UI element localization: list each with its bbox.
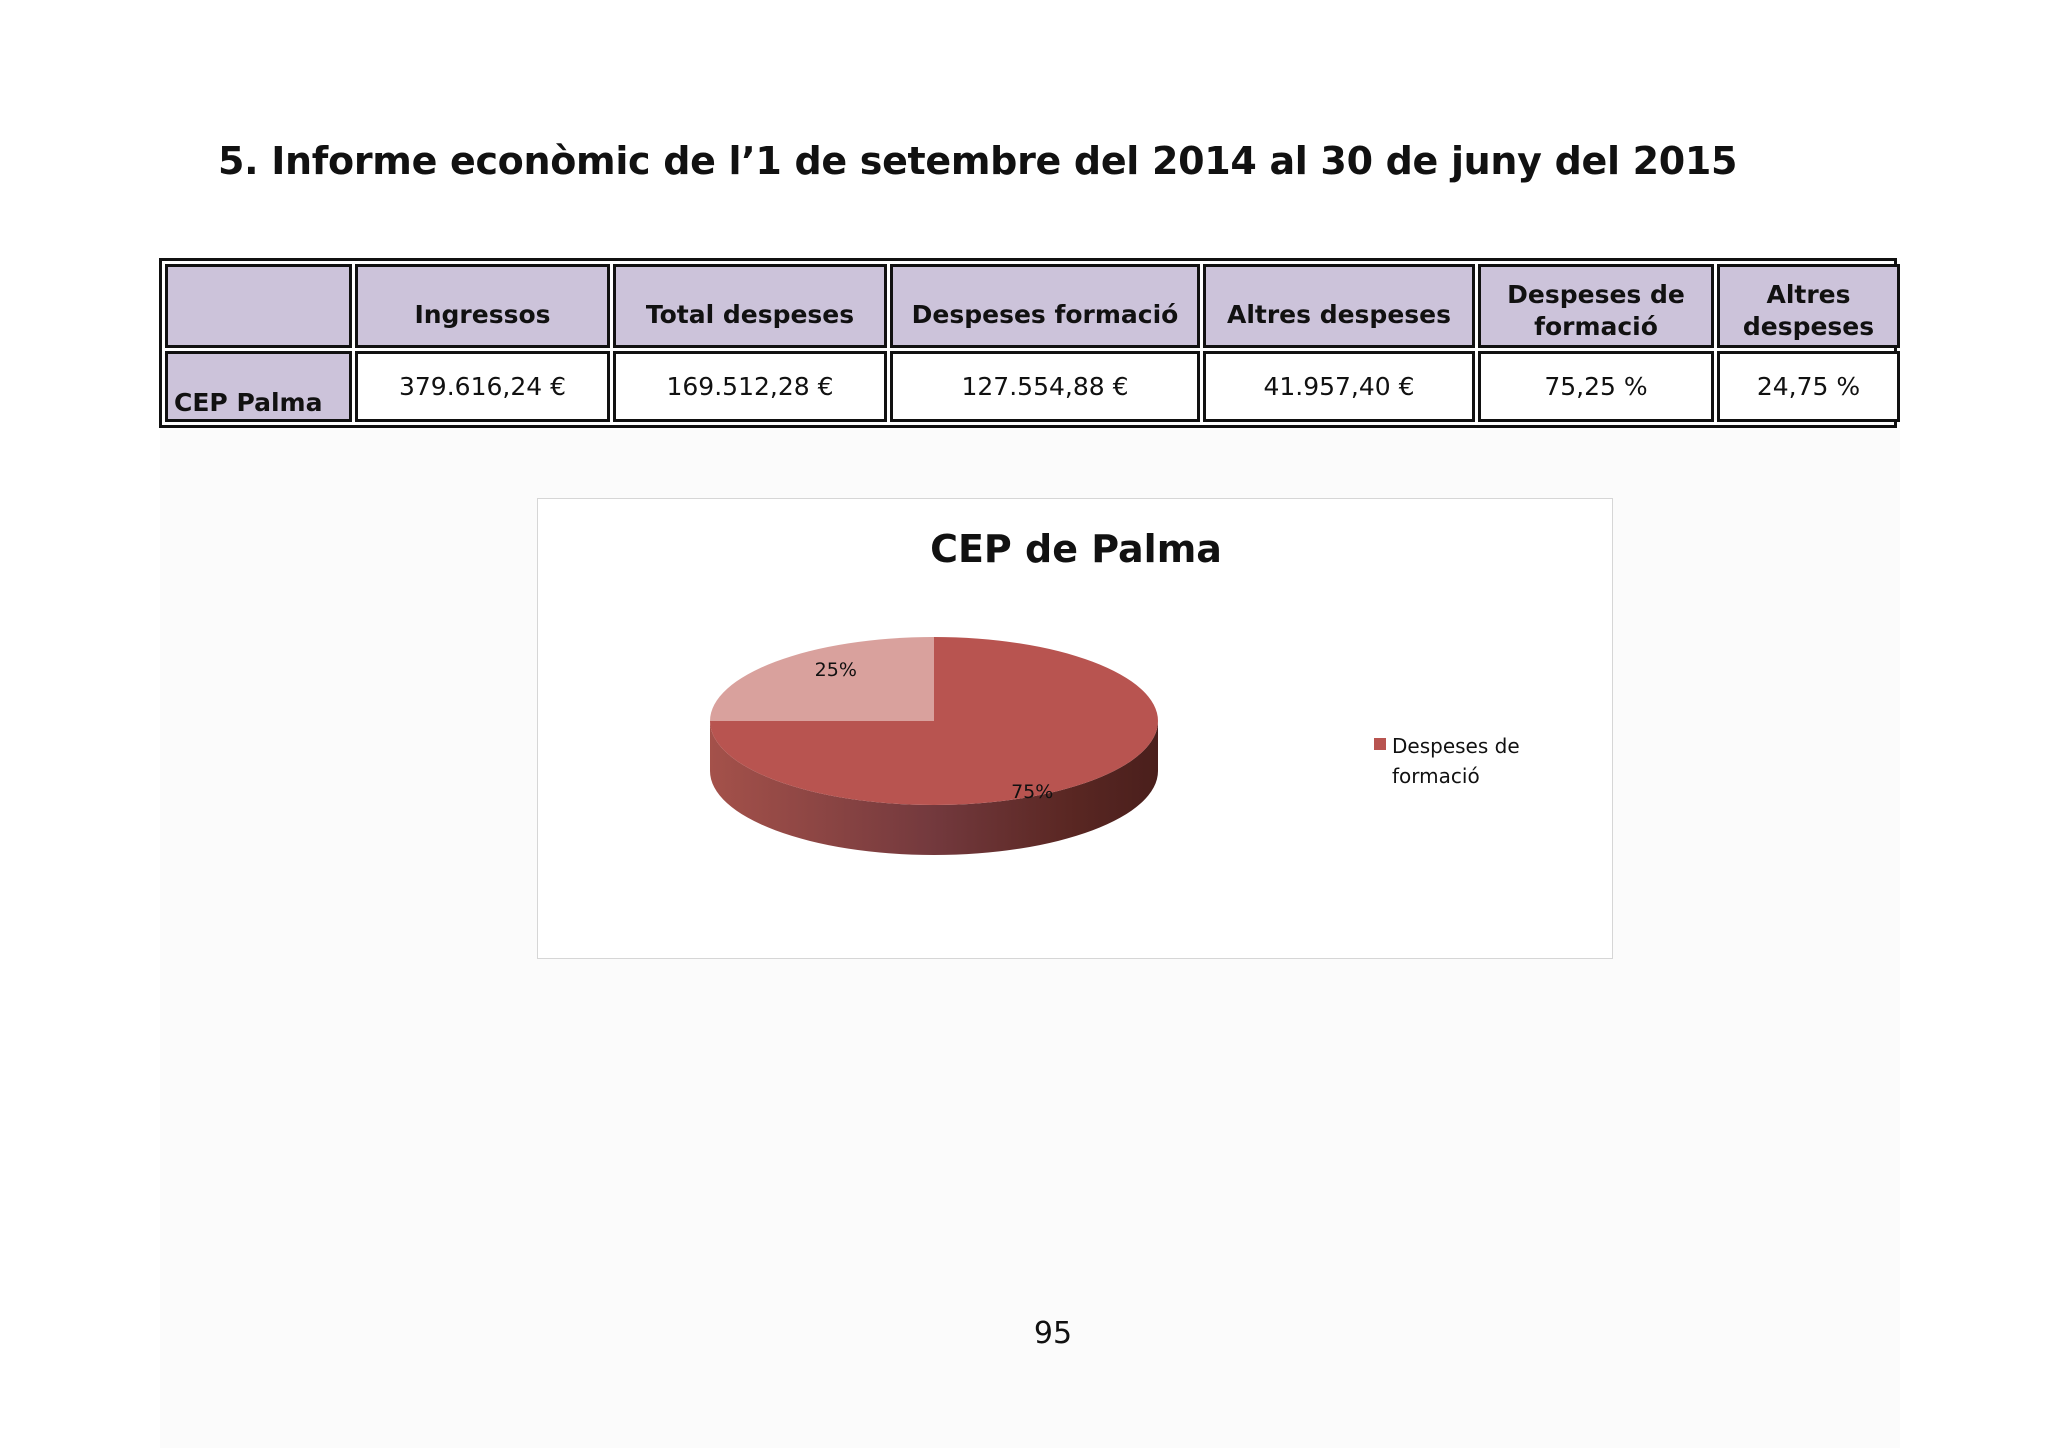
data-label-despeses-formacio: 75%: [1011, 780, 1054, 803]
table-header-row: [165, 264, 1900, 348]
table-header-ingressos: Ingressos: [355, 264, 610, 348]
table-cell-ingressos: 379.616,24 €: [355, 351, 610, 422]
table-cell-pct-despeses-formacio: 75,25 %: [1478, 351, 1714, 422]
summary-table-frame: [159, 258, 1897, 428]
pie-chart: [537, 498, 1613, 959]
table-row-label: CEP Palma: [165, 351, 352, 422]
data-label-altres-despeses: 25%: [814, 659, 857, 682]
table-header-pct-altres-despeses: Altres despeses: [1717, 264, 1900, 348]
table-cell-altres-despeses: 41.957,40 €: [1203, 351, 1475, 422]
summary-table: [162, 261, 1903, 425]
table-cell-pct-altres-despeses: 24,75 %: [1717, 351, 1900, 422]
table-cell-despeses-formacio: 127.554,88 €: [890, 351, 1200, 422]
page-number: 95: [1033, 1316, 1073, 1351]
legend-label: Despeses de formació: [1392, 734, 1520, 788]
table-header-altres-despeses: Altres despeses: [1203, 264, 1475, 348]
pie-chart-canvas: [538, 499, 1614, 960]
chart-title: CEP de Palma: [930, 527, 1222, 571]
legend-swatch: [1374, 738, 1386, 750]
table-header-despeses-formacio: Despeses formació: [890, 264, 1200, 348]
table-header-total-despeses: Total despeses: [613, 264, 887, 348]
section-heading: 5. Informe econòmic de l’1 de setembre del 2014 al 30 de juny del 2015: [218, 139, 1738, 183]
table-row: [165, 351, 1900, 422]
table-header-pct-despeses-formacio: Despeses de formació: [1478, 264, 1714, 348]
table-cell-total-despeses: 169.512,28 €: [613, 351, 887, 422]
table-header-corner: [165, 264, 352, 348]
